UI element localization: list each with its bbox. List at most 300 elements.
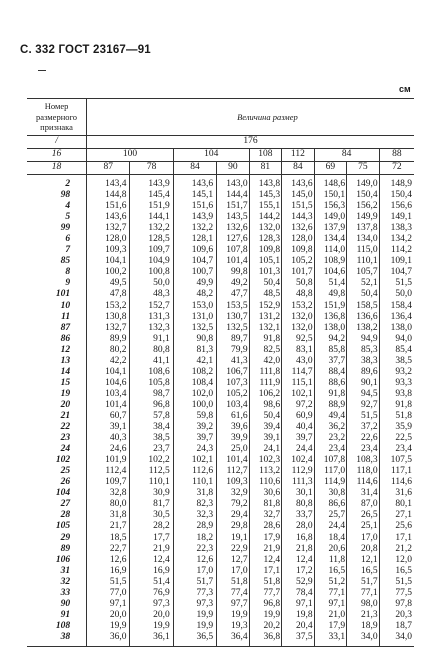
- table-cell: 105: [55, 521, 71, 532]
- table-cell: 59,8: [196, 410, 214, 421]
- table-cell: 100,2: [105, 267, 127, 278]
- table-cell: 113,2: [259, 466, 281, 477]
- table-cell: 93,2: [395, 366, 412, 377]
- table-cell: 106,2: [258, 388, 281, 399]
- data-table: [27, 98, 414, 647]
- table-cell: 107,8: [323, 455, 346, 466]
- table-cell: 49,4: [328, 410, 346, 421]
- table-cell: 132,2: [148, 223, 170, 234]
- table-cell: 41,3: [231, 355, 248, 366]
- table-cell: 117,1: [390, 466, 412, 477]
- table-cell: 111,8: [259, 366, 281, 377]
- table-cell: 130,7: [226, 311, 248, 322]
- sub-value: 87: [87, 162, 130, 175]
- table-cell: 51,7: [361, 576, 378, 587]
- table-cell: 108,6: [148, 366, 170, 377]
- table-cell: 102,2: [148, 455, 170, 466]
- table-cell: 107,5: [390, 455, 412, 466]
- table-cell: 30,5: [153, 510, 170, 521]
- table-cell: 149,9: [356, 212, 378, 223]
- table-cell: 130,8: [105, 311, 127, 322]
- table-cell: 98,0: [361, 598, 378, 609]
- table-cell: 104,1: [105, 256, 127, 267]
- table-cell: 18,7: [395, 620, 412, 631]
- table-cell: 109,7: [105, 477, 127, 488]
- table-cell: 115,1: [291, 377, 313, 388]
- table-cell: 47,8: [109, 289, 127, 300]
- table-cell: 50,4: [361, 289, 378, 300]
- table-cell: 131,2: [258, 311, 281, 322]
- table-cell: 112,9: [291, 466, 313, 477]
- table-cell: 39,1: [109, 422, 127, 433]
- table-cell: 29,4: [231, 510, 248, 521]
- table-cell: 88,9: [328, 399, 346, 410]
- table-cell: 50,4: [263, 410, 281, 421]
- table-cell: 156,6: [390, 201, 412, 212]
- table-cell: 16,8: [296, 532, 313, 543]
- table-cell: 12,7: [231, 554, 248, 565]
- table-cell: 94,5: [361, 388, 378, 399]
- table-cell: 47,7: [231, 289, 248, 300]
- value-column: [379, 175, 414, 647]
- table-cell: 85,4: [395, 344, 412, 355]
- table-cell: 48,5: [263, 289, 281, 300]
- table-cell: 38,3: [361, 355, 378, 366]
- table-cell: 144,4: [226, 190, 248, 201]
- group-value: 104: [173, 149, 249, 162]
- table-cell: 36,4: [231, 631, 248, 642]
- table-cell: 149,1: [390, 212, 412, 223]
- unit-label: см: [399, 84, 411, 94]
- table-cell: 19,8: [296, 609, 313, 620]
- table-cell: 49,8: [328, 289, 346, 300]
- table-cell: 145,4: [148, 190, 170, 201]
- table-cell: 91,8: [328, 388, 346, 399]
- table-cell: 98,7: [153, 388, 170, 399]
- table-cell: 37,7: [328, 355, 346, 366]
- table-cell: 128,1: [191, 234, 214, 245]
- table-cell: 51,8: [263, 576, 281, 587]
- value-column: [314, 175, 347, 647]
- table-cell: 144,8: [105, 190, 127, 201]
- table-cell: 20: [60, 399, 71, 410]
- table-cell: 51,4: [153, 576, 170, 587]
- table-cell: 90,1: [361, 377, 378, 388]
- table-cell: 109,3: [105, 245, 127, 256]
- table-cell: 37,2: [361, 422, 378, 433]
- table-cell: 156,3: [323, 201, 346, 212]
- table-cell: 51,2: [328, 576, 346, 587]
- table-cell: 20,0: [109, 609, 127, 620]
- table-cell: 102: [55, 455, 71, 466]
- table-cell: 17,0: [361, 532, 378, 543]
- table-cell: 136,8: [323, 311, 346, 322]
- table-cell: 17,0: [196, 565, 214, 576]
- table-cell: 48,8: [296, 289, 313, 300]
- table-cell: 156,2: [356, 201, 378, 212]
- table-cell: 104: [55, 488, 71, 499]
- table-cell: 21,0: [328, 609, 346, 620]
- table-cell: 153,0: [191, 300, 214, 311]
- table-cell: 40,4: [296, 422, 313, 433]
- value-column: [87, 175, 130, 647]
- table-cell: 36,5: [196, 631, 214, 642]
- table-cell: 137,9: [323, 223, 346, 234]
- table-cell: 38,5: [395, 355, 412, 366]
- table-cell: 132,7: [105, 223, 127, 234]
- table-cell: 112,6: [192, 466, 214, 477]
- table-cell: 19,1: [231, 532, 248, 543]
- page-header: С. 332 ГОСТ 23167—91: [20, 44, 151, 56]
- dash-mark: [38, 70, 46, 71]
- table-cell: 86,6: [328, 499, 346, 510]
- table-cell: 109,6: [191, 245, 214, 256]
- table-cell: 110,1: [148, 477, 170, 488]
- table-cell: 132,0: [258, 223, 281, 234]
- table-cell: 37,5: [296, 631, 313, 642]
- table-cell: 25,1: [361, 521, 378, 532]
- table-cell: 151,9: [323, 300, 346, 311]
- body-row: [27, 175, 414, 647]
- table-cell: 20,0: [153, 609, 170, 620]
- table-cell: 21,8: [296, 543, 313, 554]
- table-cell: 28: [60, 510, 71, 521]
- table-cell: 155,1: [258, 201, 281, 212]
- table-cell: 110,6: [259, 477, 281, 488]
- row1-value: 176: [243, 136, 258, 147]
- table-cell: 19,9: [196, 609, 214, 620]
- table-cell: 97,1: [296, 598, 313, 609]
- table-cell: 97,2: [296, 399, 313, 410]
- table-cell: 149,0: [323, 212, 346, 223]
- table-cell: 97,7: [231, 598, 248, 609]
- table-cell: 77,0: [109, 587, 127, 598]
- table-cell: 98,6: [263, 399, 281, 410]
- table-cell: 103,4: [226, 399, 248, 410]
- table-cell: 60,7: [109, 410, 127, 421]
- table-cell: 100,7: [191, 267, 214, 278]
- table-cell: 143,8: [258, 179, 281, 189]
- table-cell: 36,0: [109, 631, 127, 642]
- table-cell: 82,3: [196, 499, 214, 510]
- table-cell: 6: [65, 234, 71, 245]
- table-cell: 89,7: [231, 333, 248, 344]
- table-cell: 108,9: [323, 256, 346, 267]
- table-cell: 49,5: [109, 278, 127, 289]
- table-cell: 109,8: [291, 245, 313, 256]
- table-cell: 114,6: [356, 477, 378, 488]
- value-column: [130, 175, 173, 647]
- table-cell: 50,0: [395, 289, 412, 300]
- table-cell: 26,5: [361, 510, 378, 521]
- table-cell: 36,8: [263, 631, 281, 642]
- table-cell: 153,2: [291, 300, 313, 311]
- table-cell: 82,5: [263, 344, 281, 355]
- table-cell: 143,9: [191, 212, 214, 223]
- table-cell: 144,3: [291, 212, 313, 223]
- table-cell: 80,8: [296, 499, 313, 510]
- table-cell: 77,7: [263, 587, 281, 598]
- table-cell: 91,8: [395, 399, 412, 410]
- table-cell: 22,3: [196, 543, 214, 554]
- table-cell: 88,6: [328, 377, 346, 388]
- table-cell: 114,6: [390, 477, 412, 488]
- table-cell: 9: [65, 278, 71, 289]
- table-cell: 97,1: [328, 598, 346, 609]
- table-cell: 96,8: [263, 598, 281, 609]
- table-cell: 114,9: [324, 477, 346, 488]
- table-cell: 134,4: [323, 234, 346, 245]
- table-cell: 51,5: [395, 576, 412, 587]
- table-cell: 81,3: [196, 344, 214, 355]
- table-cell: 27,1: [395, 510, 412, 521]
- table-cell: 23,7: [153, 444, 170, 455]
- table-cell: 41,1: [153, 355, 170, 366]
- sub-value: 75: [347, 162, 380, 175]
- table-cell: 151,5: [291, 201, 313, 212]
- table-cell: 86: [60, 333, 71, 344]
- table-cell: 12,6: [109, 554, 127, 565]
- sub-value: 72: [392, 162, 402, 173]
- table-cell: 79,9: [231, 344, 248, 355]
- table-cell: 35,9: [395, 422, 412, 433]
- table-cell: 22,6: [361, 433, 378, 444]
- table-cell: 89,9: [109, 333, 127, 344]
- table-cell: 42,0: [263, 355, 281, 366]
- table-cell: 16,9: [153, 565, 170, 576]
- table-cell: 48,3: [153, 289, 170, 300]
- table-cell: 12,1: [361, 554, 378, 565]
- table-cell: 94,2: [328, 333, 346, 344]
- table-cell: 132,7: [105, 322, 127, 333]
- size-number-column: [27, 175, 87, 647]
- table-cell: 31,6: [395, 488, 412, 499]
- table-cell: 25,6: [395, 521, 412, 532]
- value-column: [249, 175, 282, 647]
- table-cell: 36,2: [328, 422, 346, 433]
- table-cell: 22,7: [109, 543, 127, 554]
- table-cell: 2: [65, 179, 71, 189]
- table-cell: 151,9: [148, 201, 170, 212]
- table-cell: 108,4: [191, 377, 214, 388]
- table-cell: 102,1: [291, 388, 313, 399]
- sub-value: 90: [217, 162, 250, 175]
- table-cell: 12: [60, 344, 71, 355]
- sub-value: 84: [173, 162, 216, 175]
- table-cell: 97,3: [153, 598, 170, 609]
- table-cell: 32,9: [231, 488, 248, 499]
- table-cell: 128,0: [105, 234, 127, 245]
- table-cell: 132,6: [226, 223, 248, 234]
- table-cell: 50,0: [153, 278, 170, 289]
- table-cell: 138,2: [356, 322, 378, 333]
- table-cell: 19,9: [109, 620, 127, 631]
- table-cell: 97,8: [395, 598, 412, 609]
- table-cell: 80,1: [395, 499, 412, 510]
- table-cell: 11,8: [328, 554, 346, 565]
- table-cell: 152,9: [258, 300, 281, 311]
- table-cell: 12,0: [395, 554, 412, 565]
- table-cell: 101,7: [291, 267, 313, 278]
- table-cell: 39,6: [231, 422, 248, 433]
- table-cell: 51,8: [395, 410, 412, 421]
- table-cell: 85,3: [361, 344, 378, 355]
- table-cell: 103,4: [105, 388, 127, 399]
- row-label-16: 16: [27, 149, 87, 162]
- table-cell: 19,9: [231, 609, 248, 620]
- table-cell: 77,1: [361, 587, 378, 598]
- table-cell: 118,0: [356, 466, 378, 477]
- table-cell: 104,7: [390, 267, 412, 278]
- table-cell: 12,4: [153, 554, 170, 565]
- table-cell: 153,5: [226, 300, 248, 311]
- table-cell: 26: [60, 477, 71, 488]
- table-cell: 17,9: [328, 620, 346, 631]
- table-cell: 15: [60, 377, 71, 388]
- table-cell: 136,4: [390, 311, 412, 322]
- table-cell: 19,9: [263, 609, 281, 620]
- table-cell: 138,0: [323, 322, 346, 333]
- table-cell: 52,1: [361, 278, 378, 289]
- table-cell: 33: [60, 587, 71, 598]
- table-cell: 17,0: [231, 565, 248, 576]
- table-cell: 24,1: [263, 444, 281, 455]
- table-cell: 136,6: [356, 311, 378, 322]
- table-cell: 28,0: [296, 521, 313, 532]
- table-cell: 40,3: [109, 433, 127, 444]
- table-cell: 134,0: [356, 234, 378, 245]
- table-cell: 77,3: [196, 587, 214, 598]
- table-cell: 132,5: [226, 322, 248, 333]
- table-cell: 143,6: [291, 179, 313, 189]
- table-cell: 150,4: [390, 190, 412, 201]
- table-cell: 24: [60, 444, 71, 455]
- table-cell: 21,7: [109, 521, 127, 532]
- table-cell: 39,4: [263, 422, 281, 433]
- table-cell: 30,9: [153, 488, 170, 499]
- table-cell: 97,3: [196, 598, 214, 609]
- table-cell: 104,6: [105, 377, 127, 388]
- table-cell: 128,5: [148, 234, 170, 245]
- table-cell: 57,8: [153, 410, 170, 421]
- table-cell: 109,7: [148, 245, 170, 256]
- table-cell: 91,8: [263, 333, 281, 344]
- table-cell: 132,3: [148, 322, 170, 333]
- table-cell: 145,3: [258, 190, 281, 201]
- table-cell: 101,4: [226, 256, 248, 267]
- table-cell: 7: [65, 245, 71, 256]
- table-cell: 102,1: [191, 455, 214, 466]
- table-cell: 13: [60, 355, 71, 366]
- table-cell: 132,5: [191, 322, 214, 333]
- table-cell: 60,9: [296, 410, 313, 421]
- table-cell: 99,8: [231, 267, 248, 278]
- table-cell: 17,2: [296, 565, 313, 576]
- table-cell: 137,8: [356, 223, 378, 234]
- table-cell: 33,7: [296, 510, 313, 521]
- table-cell: 48,2: [196, 289, 214, 300]
- table-cell: 16,5: [361, 565, 378, 576]
- table-cell: 138,3: [390, 223, 412, 234]
- table-cell: 106: [55, 554, 71, 565]
- group-value: 100: [87, 149, 174, 162]
- table-cell: 144,1: [148, 212, 170, 223]
- table-cell: 39,2: [196, 422, 214, 433]
- table-cell: 20,6: [328, 543, 346, 554]
- table-cell: 39,7: [196, 433, 214, 444]
- table-cell: 143,9: [148, 179, 170, 189]
- table-cell: 91,1: [153, 333, 170, 344]
- table-cell: 92,7: [361, 399, 378, 410]
- table-cell: 80,2: [109, 344, 127, 355]
- table-cell: 79,2: [231, 499, 248, 510]
- table-cell: 151,6: [105, 201, 127, 212]
- sub-value: 69: [314, 162, 347, 175]
- table-cell: 18,2: [196, 532, 214, 543]
- table-cell: 143,4: [105, 179, 127, 189]
- table-cell: 27: [60, 499, 71, 510]
- table-cell: 12,4: [296, 554, 313, 565]
- table-cell: 25,7: [328, 510, 346, 521]
- table-cell: 158,5: [356, 300, 378, 311]
- table-cell: 132,0: [291, 311, 313, 322]
- row-label-18: 18: [27, 162, 87, 175]
- table-cell: 111,9: [259, 377, 281, 388]
- table-cell: 32,3: [196, 510, 214, 521]
- table-cell: 30,1: [296, 488, 313, 499]
- table-cell: 114,0: [324, 245, 346, 256]
- table-cell: 34,0: [395, 631, 412, 642]
- table-cell: 109,8: [258, 245, 281, 256]
- table-cell: 114,7: [291, 366, 313, 377]
- table-cell: 102,0: [191, 388, 214, 399]
- table-cell: 143,5: [226, 212, 248, 223]
- table-cell: 31,8: [109, 510, 127, 521]
- table-cell: 17,1: [395, 532, 412, 543]
- table-cell: 152,7: [148, 300, 170, 311]
- table-cell: 93,8: [395, 388, 412, 399]
- table-cell: 34,0: [361, 631, 378, 642]
- table-cell: 89: [60, 543, 71, 554]
- table-cell: 23: [60, 433, 71, 444]
- table-cell: 106,7: [226, 366, 248, 377]
- table-cell: 11: [61, 311, 71, 322]
- value-column: [173, 175, 216, 647]
- table-cell: 148,6: [323, 179, 346, 189]
- table-cell: 87,0: [361, 499, 378, 510]
- table-cell: 105,1: [258, 256, 281, 267]
- table-cell: 99: [60, 223, 71, 234]
- table-cell: 29: [60, 532, 71, 543]
- table-cell: 61,6: [231, 410, 248, 421]
- table-cell: 90,8: [196, 333, 214, 344]
- table-cell: 77,4: [231, 587, 248, 598]
- table-cell: 101: [55, 289, 71, 300]
- table-cell: 32,8: [109, 488, 127, 499]
- table-cell: 107,8: [226, 245, 248, 256]
- table-cell: 23,4: [361, 444, 378, 455]
- table-cell: 96,8: [153, 399, 170, 410]
- table-cell: 23,2: [328, 433, 346, 444]
- table-cell: 150,4: [356, 190, 378, 201]
- table-cell: 21,9: [153, 543, 170, 554]
- table-cell: 89,6: [361, 366, 378, 377]
- table-cell: 105,7: [356, 267, 378, 278]
- table-cell: 151,7: [226, 201, 248, 212]
- table-cell: 22: [60, 422, 71, 433]
- table-cell: 42,1: [196, 355, 214, 366]
- table-cell: 17,1: [263, 565, 281, 576]
